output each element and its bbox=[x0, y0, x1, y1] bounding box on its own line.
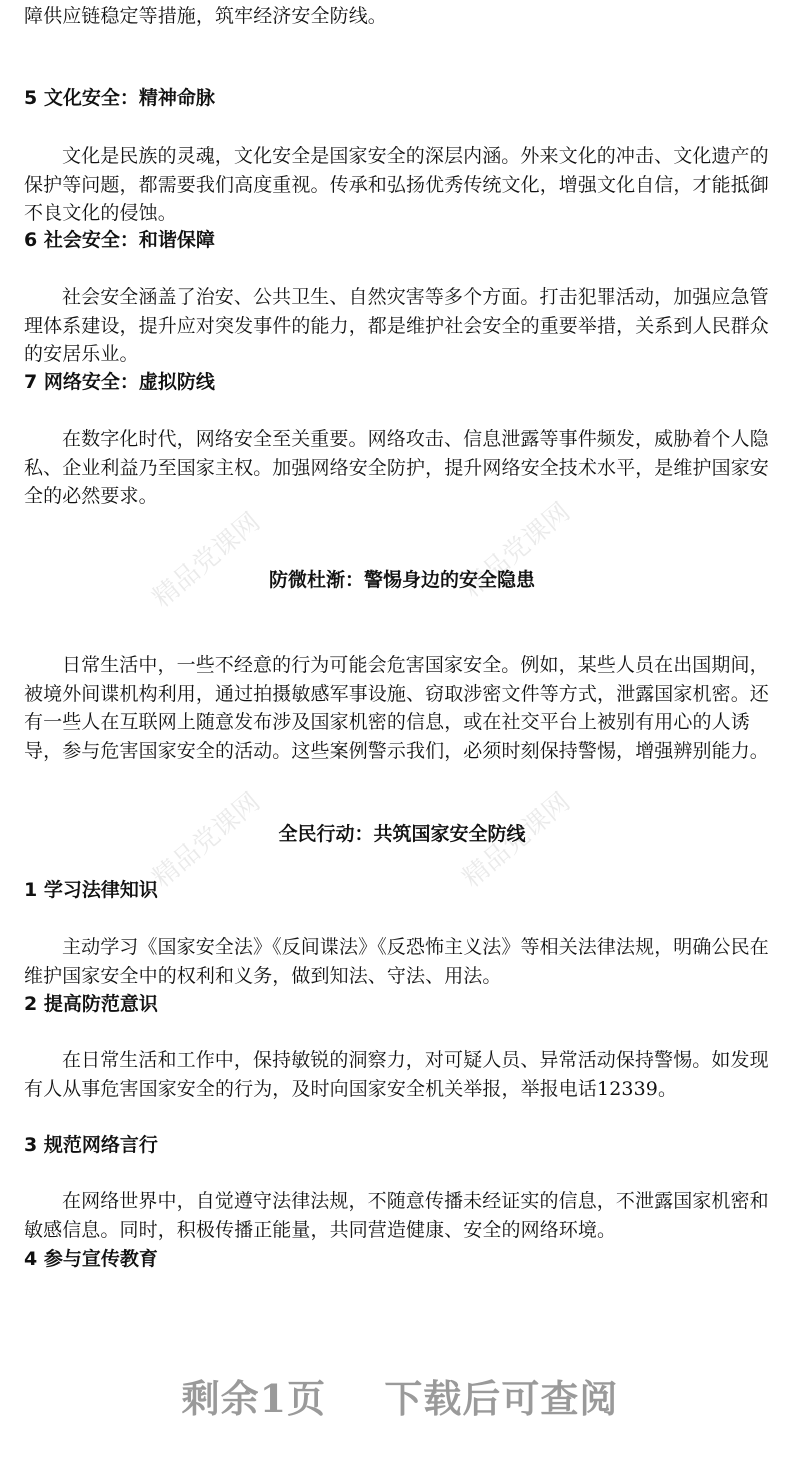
section-7-body: 在数字化时代，网络安全至关重要。网络攻击、信息泄露等事件频发，威胁着个人隐私、企业利益乃至国家主权。加强网络安全防护，提升网络安全技术水平，是维护国家安全的必然要求。 bbox=[24, 428, 769, 507]
item-2-title: 2 提高防范意识 bbox=[24, 993, 158, 1015]
watermark: 精品党课网 bbox=[147, 787, 267, 894]
item-3-title: 3 规范网络言行 bbox=[24, 1134, 158, 1156]
section-5-body: 文化是民族的灵魂，文化安全是国家安全的深层内涵。外来文化的冲击、文化遗产的保护等问题，都需要我们高度重视。传承和弘扬优秀传统文化，增强文化自信，才能抵御不良文化的侵蚀。 bbox=[24, 145, 769, 224]
item-3-body: 在网络世界中，自觉遵守法律法规，不随意传播未经证实的信息，不泄露国家机密和敏感信息。同时，积极传播正能量，共同营造健康、安全的网络环境。 bbox=[24, 1190, 769, 1241]
item-1-body: 主动学习《国家安全法》《反间谍法》《反恐怖主义法》等相关法律法规，明确公民在维护国家安全中的权利和义务，做到知法、守法、用法。 bbox=[24, 936, 769, 987]
watermark: 精品党课网 bbox=[457, 787, 577, 894]
section-7-title: 7 网络安全：虚拟防线 bbox=[24, 371, 215, 393]
section-6-title: 6 社会安全：和谐保障 bbox=[24, 229, 215, 251]
watermark: 精品党课网 bbox=[147, 507, 267, 614]
item-2-body: 在日常生活和工作中，保持敏锐的洞察力，对可疑人员、异常活动保持警惕。如发现有人从事危害国家安全的行为，及时向国家安全机关举报，举报电话12339。 bbox=[24, 1049, 769, 1100]
part-2-body: 日常生活中，一些不经意的行为可能会危害国家安全。例如，某些人员在出国期间，被境外间谍机构利用，通过拍摄敏感军事设施、窃取涉密文件等方式，泄露国家机密。还有一些人在互联网上随意发布涉及国家机密的信息，或在社交平台上被别有用心的人诱导，参与危害国家安全的活动。这些案例警示我们，必须时刻保持警惕，增强辨别能力。 bbox=[24, 654, 769, 762]
download-to-view-label: 下载后可查阅 bbox=[384, 1376, 619, 1421]
item-1-title: 1 学习法律知识 bbox=[24, 879, 158, 901]
remaining-pages-label: 剩余1页 bbox=[181, 1376, 327, 1421]
section-5-title: 5 文化安全：精神命脉 bbox=[24, 87, 215, 109]
watermark: 精品党课网 bbox=[457, 497, 577, 604]
part-2-title: 防微杜渐：警惕身边的安全隐患 bbox=[268, 569, 535, 591]
part-3-title: 全民行动：共筑国家安全防线 bbox=[278, 823, 526, 845]
intro-tail-paragraph: 障供应链稳定等措施，筑牢经济安全防线。 bbox=[24, 5, 387, 27]
item-4-title: 4 参与宣传教育 bbox=[24, 1248, 158, 1270]
section-6-body: 社会安全涵盖了治安、公共卫生、自然灾害等多个方面。打击犯罪活动，加强应急管理体系建设，提升应对突发事件的能力，都是维护社会安全的重要举措，关系到人民群众的安居乐业。 bbox=[24, 286, 769, 365]
download-prompt[interactable] bbox=[0, 1368, 800, 1423]
